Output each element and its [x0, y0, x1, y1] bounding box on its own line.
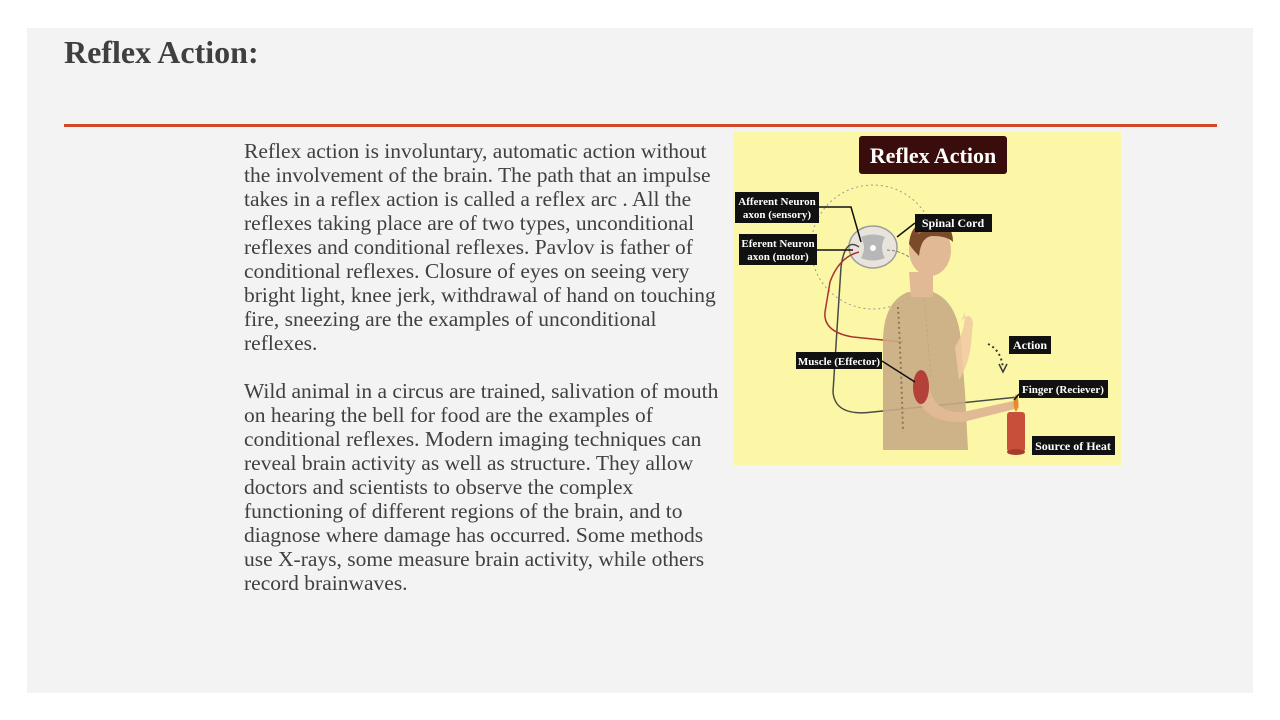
reflex-arc-illustration — [733, 132, 1121, 465]
spinal-cord-icon — [849, 226, 897, 268]
reflex-action-figure — [733, 132, 1121, 465]
action-arrow — [988, 344, 1003, 368]
paragraph-1: Reflex action is involuntary, automatic action without the involvement of the brain. The path that an impulse takes in a reflex action is called a reflex arc . All the reflexes taking place are of two types, unconditional reflexes and conditional reflexes. Pavlov is father of conditional reflexes. Closure of eyes on seeing very bright light, knee jerk, withdrawal of hand on touching fire, sneezing are the examples of unconditional reflexes. — [244, 139, 716, 355]
slide — [27, 28, 1253, 693]
finger-label: Finger (Reciever) — [1022, 384, 1104, 396]
slide-title: Reflex Action: — [64, 34, 259, 70]
muscle-label: Muscle (Effector) — [797, 356, 881, 368]
paragraph-2: Wild animal in a circus are trained, salivation of mouth on hearing the bell for food are the examples of conditional reflexes. Modern imaging techniques can reveal brain activity as well as structure. They allow doctors and scientists to observe the complex functioning of different regions of the brain, and to diagnose where damage has occurred. Some methods use X-rays, some measure brain activity, while others record brainwaves. — [244, 379, 719, 595]
spinal-cord-label: Spinal Cord — [921, 216, 985, 230]
heat-label: Source of Heat — [1035, 439, 1111, 453]
muscle-icon — [913, 370, 929, 404]
action-label: Action — [1013, 338, 1047, 352]
efferent-label-line1: Eferent Neuron — [741, 238, 815, 250]
afferent-label-line1: Afferent Neuron — [738, 196, 816, 208]
figure-title: Reflex Action — [869, 143, 997, 168]
efferent-label-line2: axon (motor) — [747, 251, 809, 263]
title-divider — [64, 124, 1217, 127]
person-illustration — [883, 220, 1019, 450]
afferent-label-line2: axon (sensory) — [742, 209, 812, 221]
body-text — [244, 139, 734, 619]
